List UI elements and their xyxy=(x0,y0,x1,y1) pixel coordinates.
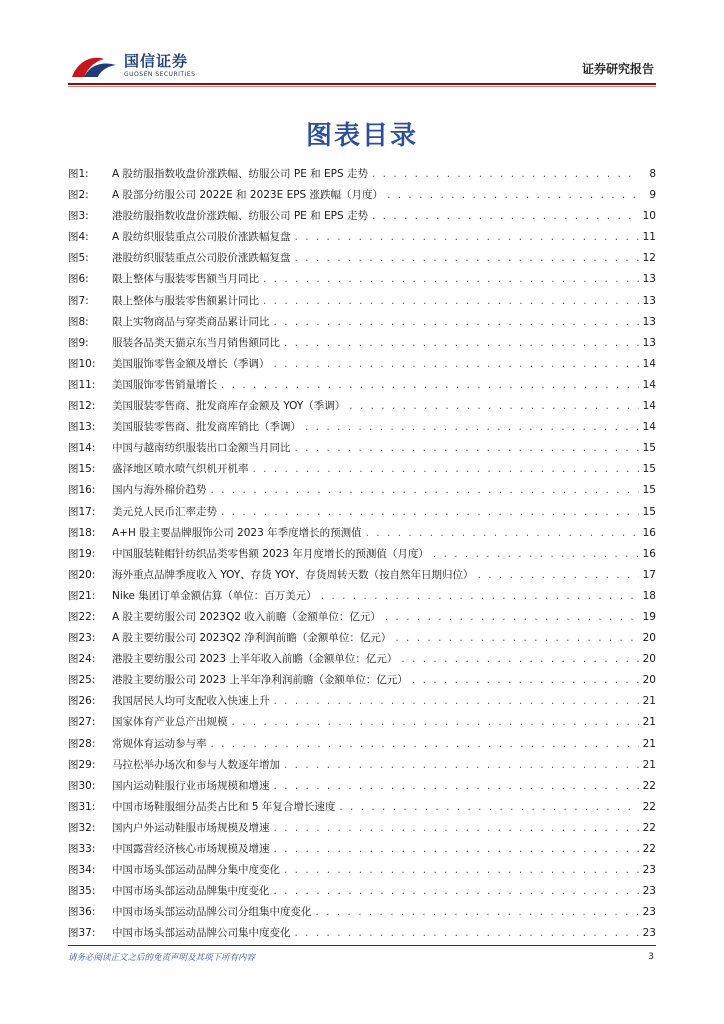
toc-entry[interactable] xyxy=(68,902,656,923)
toc-entry-title: 中国市场头部运动品牌分集中度变化 xyxy=(112,864,280,877)
toc-entry[interactable] xyxy=(68,206,656,227)
toc-entry[interactable] xyxy=(68,480,656,501)
toc-dot-leader xyxy=(263,269,639,290)
toc-dot-leader xyxy=(284,755,639,776)
toc-entry[interactable] xyxy=(68,354,656,375)
toc-dot-leader xyxy=(284,860,639,881)
toc-entry[interactable] xyxy=(68,502,656,523)
toc-entry-page: 22 xyxy=(642,800,656,813)
toc-entry-title: 港股主要纺服公司 2023 上半年净利润前瞻（金额单位：亿元） xyxy=(112,674,408,687)
toc-entry-number: 图13: xyxy=(68,421,96,434)
toc-dot-leader xyxy=(274,818,639,839)
toc-entry-title: 港股主要纺服公司 2023 上半年收入前瞻（金额单位：亿元） xyxy=(112,653,398,666)
toc-entry[interactable] xyxy=(68,691,656,712)
toc-dot-leader xyxy=(433,544,639,565)
toc-entry[interactable] xyxy=(68,227,656,248)
header-divider xyxy=(68,83,656,85)
toc-list xyxy=(68,164,656,944)
toc-entry[interactable] xyxy=(68,333,656,354)
toc-entry-title: 中国服装鞋帽针纺织品类零售额 2023 年月度增长的预测值（月度） xyxy=(112,547,429,560)
toc-entry-number: 图23: xyxy=(68,632,96,645)
page-number: 3 xyxy=(648,952,654,962)
toc-entry-title: A 股主要纺服公司 2023Q2 收入前瞻（金额单位：亿元） xyxy=(112,610,381,623)
toc-dot-leader xyxy=(211,480,639,501)
toc-dot-leader xyxy=(274,881,639,902)
toc-entry-number: 图7: xyxy=(68,294,89,307)
toc-entry-page: 15 xyxy=(642,505,656,518)
toc-entry[interactable] xyxy=(68,712,656,733)
toc-entry[interactable] xyxy=(68,438,656,459)
toc-entry-title: 中国市场头部运动品牌公司集中度变化 xyxy=(112,927,291,940)
toc-entry-page: 16 xyxy=(642,526,656,539)
toc-dot-leader xyxy=(274,776,639,797)
toc-entry-title: 中国市场头部运动品牌集中度变化 xyxy=(112,885,270,898)
toc-dot-leader xyxy=(274,312,639,333)
toc-entry-title: 美国服装零售商、批发商库存金额及 YOY（季调） xyxy=(112,400,346,413)
toc-dot-leader xyxy=(401,649,638,670)
toc-entry-page: 15 xyxy=(642,442,656,455)
toc-entry[interactable] xyxy=(68,269,656,290)
toc-entry-page: 22 xyxy=(642,779,656,792)
toc-entry[interactable] xyxy=(68,291,656,312)
toc-entry-number: 图29: xyxy=(68,758,96,771)
toc-dot-leader xyxy=(366,523,639,544)
toc-entry[interactable] xyxy=(68,185,656,206)
toc-entry-number: 图37: xyxy=(68,927,96,940)
toc-entry-page: 8 xyxy=(649,168,656,180)
toc-dot-leader xyxy=(478,565,639,586)
toc-entry-number: 图17: xyxy=(68,505,96,518)
report-type-label: 证券研究报告 xyxy=(581,62,654,76)
header-divider-thin xyxy=(68,86,656,87)
toc-entry-number: 图12: xyxy=(68,400,96,413)
toc-entry[interactable] xyxy=(68,396,656,417)
toc-entry-number: 图5: xyxy=(68,252,89,265)
toc-entry-number: 图34: xyxy=(68,864,96,877)
toc-dot-leader xyxy=(385,607,639,628)
toc-entry-title: A+H 股主要品牌服饰公司 2023 年季度增长的预测值 xyxy=(112,526,362,539)
toc-dot-leader xyxy=(211,734,639,755)
toc-entry-page: 9 xyxy=(649,189,656,202)
toc-entry-number: 图32: xyxy=(68,821,96,834)
toc-entry-title: A 股纺服指数收盘价涨跌幅、纺服公司 PE 和 EPS 走势 xyxy=(112,168,368,180)
toc-entry[interactable] xyxy=(68,544,656,565)
toc-entry[interactable] xyxy=(68,565,656,586)
toc-entry-page: 20 xyxy=(642,674,656,687)
toc-entry-number: 图1: xyxy=(68,168,89,180)
toc-entry-page: 19 xyxy=(642,610,656,623)
toc-entry-number: 图4: xyxy=(68,231,89,244)
toc-entry-number: 图25: xyxy=(68,674,96,687)
toc-entry[interactable] xyxy=(68,586,656,607)
toc-entry-number: 图33: xyxy=(68,843,96,855)
toc-dot-leader xyxy=(274,354,639,375)
toc-entry-number: 图11: xyxy=(68,378,96,391)
toc-dot-leader xyxy=(274,839,639,860)
disclaimer-note: 请务必阅读正文之后的免责声明及其项下所有内容 xyxy=(68,953,256,963)
toc-entry-page: 11 xyxy=(642,231,656,244)
toc-entry[interactable] xyxy=(68,649,656,670)
toc-dot-leader xyxy=(372,164,640,185)
toc-entry-page: 13 xyxy=(642,336,656,349)
toc-dot-leader xyxy=(274,691,639,712)
toc-entry[interactable] xyxy=(68,734,656,755)
toc-entry-page: 17 xyxy=(642,568,656,581)
toc-entry-number: 图18: xyxy=(68,526,96,539)
toc-entry-number: 图19: xyxy=(68,547,96,560)
toc-entry[interactable] xyxy=(68,839,656,860)
toc-entry-page: 23 xyxy=(642,906,656,919)
toc-title: 图表目录 xyxy=(305,121,418,151)
toc-dot-leader xyxy=(295,248,639,269)
toc-entry-title: 限上整体与服装零售额累计同比 xyxy=(112,294,259,307)
toc-entry-title: 美国服饰零售金额及增长（季调） xyxy=(112,357,270,370)
toc-entry-title: 港股纺织服装重点公司股价涨跌幅复盘 xyxy=(112,252,291,265)
toc-entry[interactable] xyxy=(68,312,656,333)
toc-dot-leader xyxy=(412,670,639,691)
toc-entry[interactable] xyxy=(68,797,656,818)
toc-entry-page: 12 xyxy=(642,252,656,265)
toc-entry-title: 我国居民人均可支配收入快速上升 xyxy=(112,695,270,708)
toc-entry-number: 图21: xyxy=(68,589,96,602)
toc-dot-leader xyxy=(387,185,640,206)
toc-entry-number: 图24: xyxy=(68,653,96,666)
toc-entry[interactable] xyxy=(68,818,656,839)
toc-entry-title: 国内运动鞋服行业市场规模和增速 xyxy=(112,779,270,792)
toc-entry-title: 国内户外运动鞋服市场规模及增速 xyxy=(112,821,270,834)
toc-dot-leader xyxy=(395,628,638,649)
logo-cn-text: 国信证券 xyxy=(124,52,189,70)
toc-entry-title: 国内与海外棉价趋势 xyxy=(112,484,207,497)
toc-entry-number: 图35: xyxy=(68,885,96,898)
toc-entry-number: 图31: xyxy=(68,800,96,813)
toc-entry-page: 22 xyxy=(642,821,656,834)
toc-entry-title: 国家体育产业总产出规模 xyxy=(112,716,228,729)
toc-entry-page: 13 xyxy=(642,315,656,328)
toc-entry-title: A 股纺织服装重点公司股价涨跌幅复盘 xyxy=(112,231,291,244)
toc-entry-page: 21 xyxy=(642,758,656,771)
toc-entry-number: 图36: xyxy=(68,906,96,919)
toc-entry[interactable] xyxy=(68,417,656,438)
toc-entry-number: 图9: xyxy=(68,336,89,349)
toc-entry-title: 限上实物商品与穿类商品累计同比 xyxy=(112,315,270,328)
toc-entry-page: 14 xyxy=(642,357,656,370)
toc-entry-number: 图3: xyxy=(68,210,89,223)
toc-dot-leader xyxy=(316,902,639,923)
toc-entry-number: 图26: xyxy=(68,695,96,708)
toc-entry-title: 中国市场鞋服细分品类占比和 5 年复合增长速度 xyxy=(112,800,336,813)
toc-entry[interactable] xyxy=(68,628,656,649)
toc-entry-page: 22 xyxy=(642,843,656,855)
toc-entry-page: 20 xyxy=(642,653,656,666)
toc-entry-number: 图8: xyxy=(68,315,89,328)
toc-entry[interactable] xyxy=(68,670,656,691)
toc-entry[interactable] xyxy=(68,776,656,797)
toc-entry-page: 14 xyxy=(642,421,656,434)
toc-entry-title: 美国服饰零售销量增长 xyxy=(112,378,217,391)
toc-entry-title: 服装各品类天猫京东当月销售额同比 xyxy=(112,336,280,349)
toc-entry-page: 21 xyxy=(642,716,656,729)
toc-entry-number: 图6: xyxy=(68,273,89,286)
toc-entry-page: 14 xyxy=(642,400,656,413)
toc-dot-leader xyxy=(232,712,639,733)
toc-dot-leader xyxy=(253,459,639,480)
guosen-logo-icon xyxy=(70,51,118,81)
toc-entry-title: 中国露营经济核心市场规模及增速 xyxy=(112,843,270,855)
toc-entry-page: 23 xyxy=(642,885,656,898)
page-header xyxy=(0,0,724,90)
toc-entry-title: A 股部分纺服公司 2022E 和 2023E EPS 涨跌幅（月度） xyxy=(112,189,384,202)
toc-entry[interactable] xyxy=(68,860,656,881)
toc-entry-page: 23 xyxy=(642,927,656,940)
guosen-logo xyxy=(70,48,220,84)
toc-entry[interactable] xyxy=(68,607,656,628)
toc-entry-number: 图10: xyxy=(68,357,96,370)
toc-dot-leader xyxy=(221,502,639,523)
toc-entry-title: 中国市场头部运动品牌公司分组集中度变化 xyxy=(112,906,312,919)
toc-entry-number: 图16: xyxy=(68,484,96,497)
toc-entry-page: 20 xyxy=(642,632,656,645)
toc-entry-title: 美国服装零售商、批发商库销比（季调） xyxy=(112,421,301,434)
toc-dot-leader xyxy=(305,417,639,438)
toc-entry-number: 图20: xyxy=(68,568,96,581)
toc-entry-number: 图14: xyxy=(68,442,96,455)
toc-dot-leader xyxy=(221,375,639,396)
toc-entry-title: 中国与越南纺织服装出口金额当月同比 xyxy=(112,442,291,455)
toc-dot-leader xyxy=(295,438,639,459)
toc-entry-title: 港股纺服指数收盘价涨跌幅、纺服公司 PE 和 EPS 走势 xyxy=(112,210,368,223)
toc-entry-title: 限上整体与服装零售额当月同比 xyxy=(112,273,259,286)
toc-entry-title: Nike 集团订单金额估算（单位：百万美元） xyxy=(112,589,317,602)
toc-entry[interactable] xyxy=(68,523,656,544)
toc-entry[interactable] xyxy=(68,164,656,185)
toc-entry-page: 23 xyxy=(642,864,656,877)
toc-entry-title: 美元兑人民币汇率走势 xyxy=(112,505,217,518)
toc-entry[interactable] xyxy=(68,923,656,944)
toc-entry-title: 海外重点品牌季度收入 YOY、存货 YOY、存货周转天数（按自然年日期归位） xyxy=(112,568,474,581)
toc-entry-title: 马拉松举办场次和参与人数逐年增加 xyxy=(112,758,280,771)
toc-entry-page: 10 xyxy=(642,210,656,223)
toc-entry-page: 16 xyxy=(642,547,656,560)
toc-entry[interactable] xyxy=(68,375,656,396)
toc-dot-leader xyxy=(339,797,638,818)
toc-dot-leader xyxy=(295,923,639,944)
toc-entry-page: 15 xyxy=(642,484,656,497)
toc-entry-page: 21 xyxy=(642,695,656,708)
toc-entry-page: 21 xyxy=(642,737,656,750)
toc-entry[interactable] xyxy=(68,881,656,902)
toc-entry[interactable] xyxy=(68,755,656,776)
toc-dot-leader xyxy=(295,227,639,248)
toc-entry-page: 13 xyxy=(642,273,656,286)
toc-entry[interactable] xyxy=(68,459,656,480)
toc-entry-number: 图28: xyxy=(68,737,96,750)
toc-entry[interactable] xyxy=(68,248,656,269)
toc-dot-leader xyxy=(263,291,639,312)
toc-entry-page: 13 xyxy=(642,294,656,307)
toc-entry-number: 图15: xyxy=(68,463,96,476)
toc-entry-number: 图27: xyxy=(68,716,96,729)
toc-entry-title: 常规体育运动参与率 xyxy=(112,737,207,750)
toc-entry-number: 图2: xyxy=(68,189,89,202)
toc-dot-leader xyxy=(321,586,639,607)
toc-dot-leader xyxy=(284,333,639,354)
toc-entry-number: 图30: xyxy=(68,779,96,792)
footer-divider xyxy=(68,945,656,946)
toc-entry-page: 18 xyxy=(642,589,656,602)
toc-entry-title: A 股主要纺服公司 2023Q2 净利润前瞻（金额单位：亿元） xyxy=(112,632,392,645)
logo-en-text: GUOSEN SECURITIES xyxy=(124,71,196,78)
toc-dot-leader xyxy=(349,396,638,417)
toc-dot-leader xyxy=(372,206,639,227)
toc-entry-title: 盛泽地区喷水喷气织机开机率 xyxy=(112,463,249,476)
toc-entry-page: 14 xyxy=(642,378,656,391)
toc-entry-page: 15 xyxy=(642,463,656,476)
toc-entry-number: 图22: xyxy=(68,610,96,623)
